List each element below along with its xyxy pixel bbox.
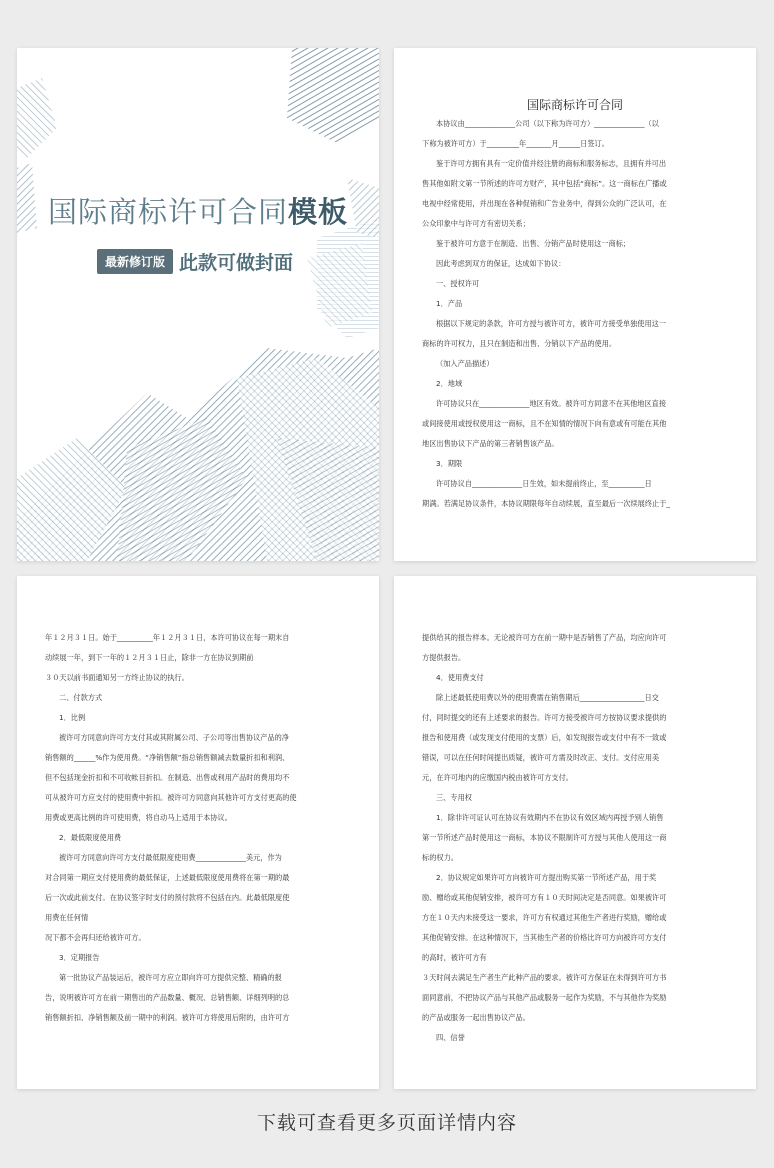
text-line: 根据以下规定的条款，许可方授与被许可方，被许可方接受单独使用这一	[436, 319, 667, 328]
text-line: 面同意前，不把协议产品与其他产品或服务一起作为奖励，不与其他作为奖励	[422, 993, 667, 1002]
text-line: 的高时，被许可方有	[422, 953, 487, 962]
text-line: 报告和使用费（或发现支付使用的支票）后，如发现报告或支付中有不一致或	[422, 733, 667, 742]
text-line: 方在１０天内未接受这一要求，许可方有权通过其他生产者进行奖励，赠给或	[422, 913, 667, 922]
text-line: 一、授权许可	[436, 279, 480, 288]
page3-body	[45, 628, 351, 1028]
text-line: 励、赠给或其他促销安排，被许可方有１０天时间决定是否同意。如果被许可	[422, 893, 667, 902]
text-line: 提供给其的报告样本。无论被许可方在前一期中是否销售了产品，均应向许可	[422, 633, 667, 642]
document-page-2	[394, 48, 756, 561]
text-line: 销售额折扣、净销售额及前一期中的利润。被许可方将使用后附的，由许可方	[45, 1013, 290, 1022]
text-line: 4．使用费支付	[436, 673, 484, 682]
document-title: 国际商标许可合同	[526, 98, 623, 112]
page2-body	[422, 114, 728, 514]
text-line: 元，在许可地内的应缴国内税由被许可方支付。	[422, 773, 573, 782]
document-page-3	[17, 576, 379, 1089]
text-line: 许可协议只在______________地区有效。被许可方同意不在其他地区直接	[436, 399, 667, 408]
text-line: 用费或更高比例的许可使用费，将自动马上适用于本协议。	[45, 813, 232, 822]
text-line: 公众印象中与许可方有密切关系；	[422, 219, 530, 228]
text-line: 二、付款方式	[59, 693, 103, 702]
text-line: 3．期限	[436, 459, 463, 468]
page4-body	[422, 628, 728, 1048]
text-line: ３０天以前书面通知另一方终止协议的执行。	[45, 673, 189, 682]
download-hint: 下载可查看更多页面详情内容	[256, 1112, 517, 1134]
text-line: 1．产品	[436, 299, 463, 308]
cover-geometric-pattern	[17, 48, 379, 561]
text-line: 方提供报告。	[422, 653, 466, 662]
text-line: ３天时间去满足生产者生产此种产品的要求。被许可方保证在未得到许可方书	[422, 973, 667, 982]
cover-title-main: 国际商标许可合同	[47, 195, 288, 229]
text-line: 告，说明被许可方在前一期售出的产品数量、概况、总销售额、详细列明的总	[45, 993, 290, 1002]
document-page-4	[394, 576, 756, 1089]
text-line: 鉴于被许可方意于在制造、出售、分销产品时使用这一商标；	[436, 239, 631, 248]
cover-subtitle-row	[97, 248, 293, 274]
cover-title-bold: 模板	[288, 195, 349, 229]
text-line: 被许可方同意向许可方支付最低限度使用费______________美元，作为	[59, 853, 282, 862]
text-line: 后一次或此前支付。在协议签字时支付的预付款将不包括在内。此最低限度使	[45, 893, 290, 902]
edition-badge: 最新修订版	[97, 249, 173, 274]
text-line: 下称为被许可方）于_________年_______月______日签订。	[422, 139, 609, 148]
text-line: 商标的许可权力，且只在制造和出售、分销以下产品的使用。	[422, 339, 617, 348]
text-line: 1．比例	[59, 713, 86, 722]
text-line: 付，同时提交的还有上述要求的报告。许可方接受被许可方按协议要求提供的	[422, 713, 667, 722]
text-line: 鉴于许可方拥有具有一定价值并经注册的商标和服务标志，且拥有并可出	[436, 159, 667, 168]
cover-title	[17, 190, 379, 231]
text-line: 1．除非许可证认可在协议有效期内不在协议有效区域内再授予别人销售	[436, 813, 664, 822]
text-line: 第一节所述产品时使用这一商标，本协议不限制许可方授与其他人使用这一商	[422, 833, 667, 842]
text-line: 电视中经常使用，并出现在各种促销和广告业务中，得到公众的广泛认可，在	[422, 199, 667, 208]
text-line: 用费在任何情	[45, 913, 89, 922]
text-line: 3．定期报告	[59, 953, 100, 962]
text-line: 2．地域	[436, 379, 463, 388]
text-line: 况下都不会再归还给被许可方。	[45, 933, 146, 942]
text-line: 地区出售协议下产品的第三者销售该产品。	[422, 439, 559, 448]
text-line: 年１２月３１日。始于__________年１２月３１日，本许可协议在每一期末自	[45, 633, 290, 642]
text-line: 三、专用权	[436, 793, 472, 802]
text-line: 对合同第一期应支付使用费的最低保证，上述最低限度使用费将在第一期的最	[45, 873, 290, 882]
text-line: 标的权力。	[422, 853, 458, 862]
cover-page	[17, 48, 379, 561]
text-line: 本协议由______________公司（以下称为许可方）______________（以	[436, 119, 659, 128]
text-line: 的产品或服务一起出售协议产品。	[422, 1013, 530, 1022]
cover-subtitle: 此款可做封面	[179, 251, 294, 274]
text-line: 售其他如附文第一节所述的许可方财产，其中包括“商标”。这一商标在广播或	[422, 179, 667, 188]
text-line: 错误，可以在任何时间提出质疑，被许可方需及时改正、支付。支付应用美	[422, 753, 660, 762]
text-line: （加入产品描述）	[436, 359, 494, 368]
text-line: 许可协议自______________日生效，如未提前终止，至__________日	[436, 479, 652, 488]
text-line: 期满。若满足协议条件，本协议期限每年自动续展，直至最后一次续展终止于_	[422, 499, 670, 508]
text-line: 可从被许可方应支付的使用费中折扣。被许可方同意向其他许可方支付更高的使	[45, 793, 297, 802]
text-line: 2．最低限度使用费	[59, 833, 122, 842]
text-line: 其他促销安排。在这种情况下，当其他生产者的价格比许可方向被许可方支付	[422, 933, 667, 942]
text-line: 动续展一年，到下一年的１２月３１日止，除非一方在协议到期前	[45, 653, 254, 662]
text-line: 第一批协议产品装运后，被许可方应立即向许可方提供完整、精确的报	[59, 973, 282, 982]
text-line: 除上述最低使用费以外的使用费需在销售期后__________________日交	[436, 693, 659, 702]
text-line: 被许可方同意向许可方支付其或其附属公司、子公司等出售协议产品的净	[59, 733, 290, 742]
text-line: 2．协议规定如果许可方向被许可方提出购买第一节所述产品，用于奖	[436, 873, 657, 882]
text-line: 销售额的______%作为使用费。“净销售额”指总销售额减去数量折扣和利润、	[45, 753, 290, 762]
text-line: 但不包括现金折扣和不可收帐目折扣。在制造、出售或利用产品时的费用均不	[45, 773, 290, 782]
text-line: 或间接使用或授权使用这一商标，且不在知情的情况下向有意或有可能在其他	[422, 419, 667, 428]
text-line: 因此考虑到双方的保证，达成如下协议：	[436, 259, 566, 268]
text-line: 四、信誉	[436, 1033, 465, 1042]
